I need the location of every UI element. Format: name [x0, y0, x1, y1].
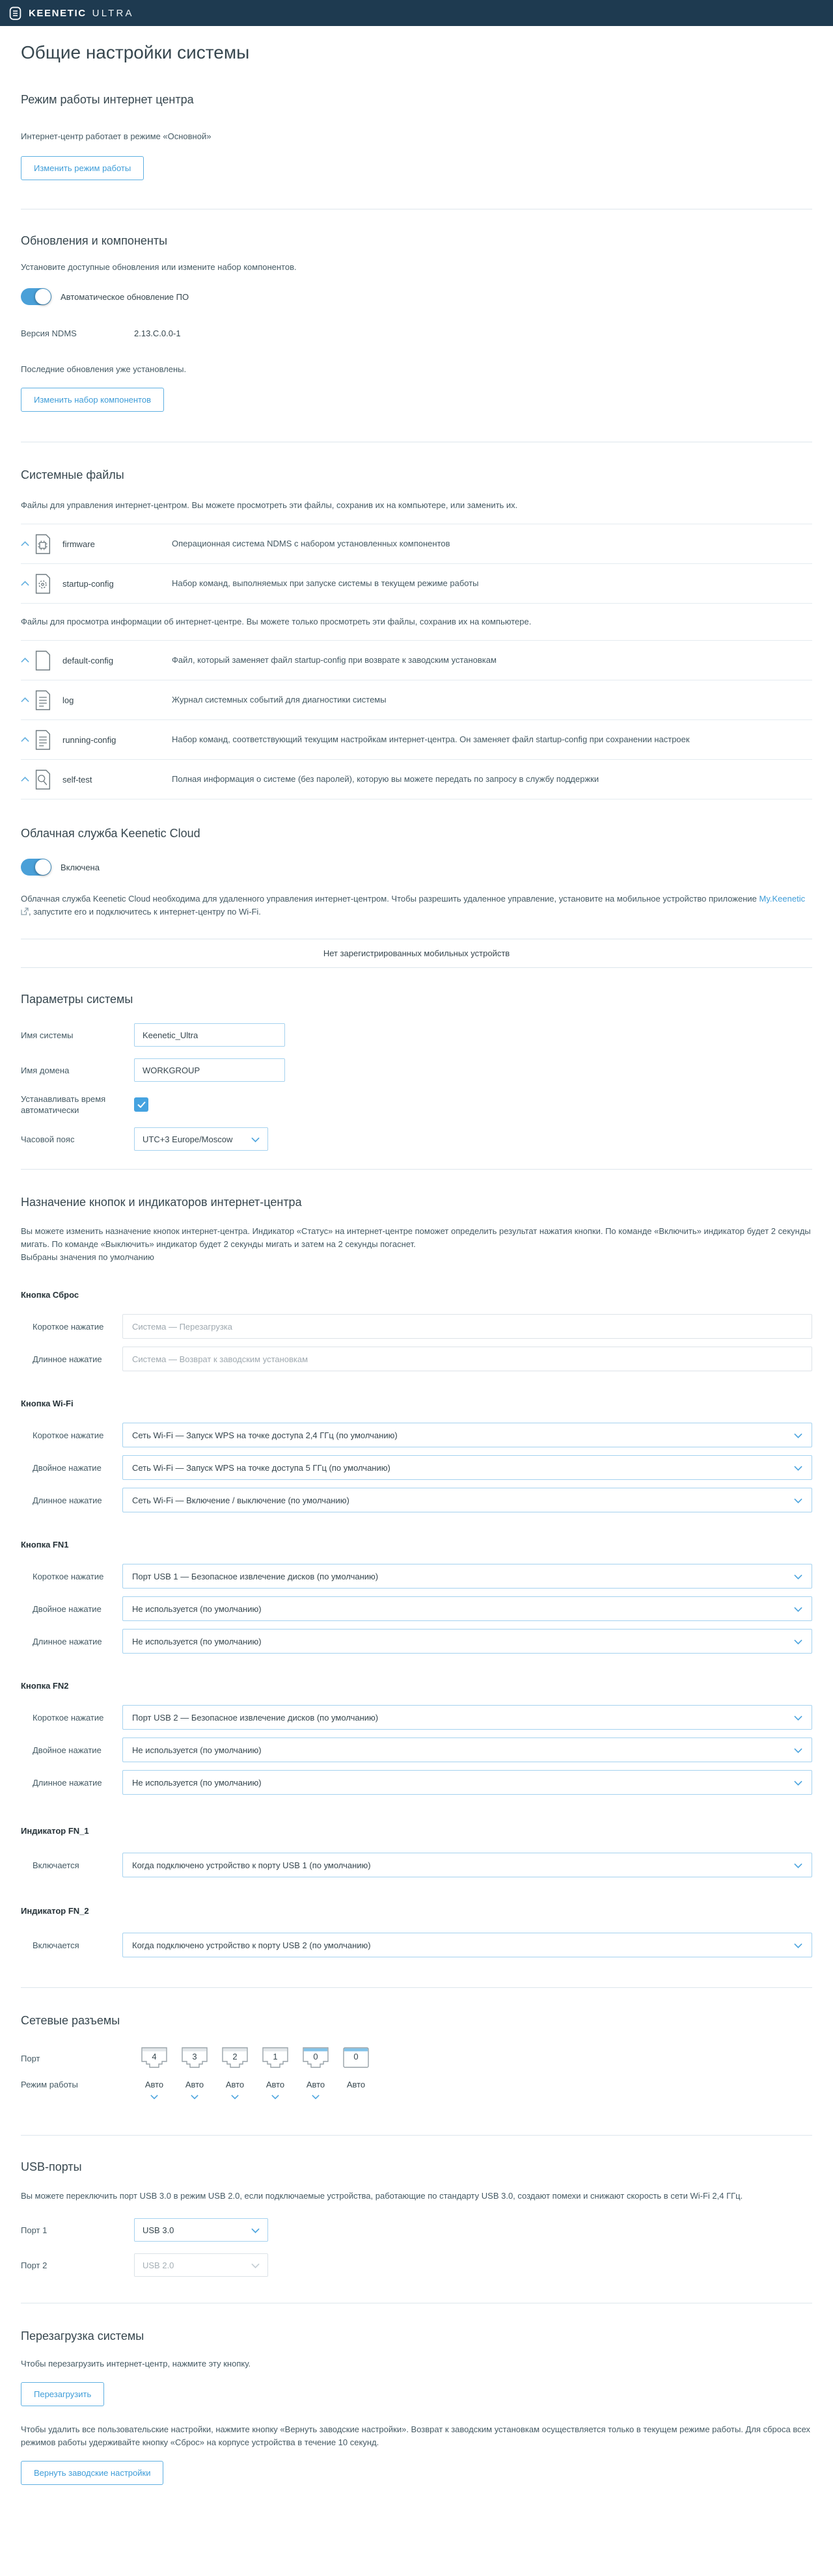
ndms-version-row — [21, 329, 812, 338]
files-intro2-text: Файлы для просмотра информации об интернет-центре. Вы можете только просмотреть эти файлы, сохранив их на компьютере. — [21, 617, 532, 626]
wifi-double-press-row — [21, 1455, 812, 1480]
field-value: Порт USB 2 — Безопасное извлечение дисков (по умолчанию) — [132, 1712, 379, 1723]
field-value: Когда подключено устройство к порту USB 1 (по умолчанию) — [132, 1860, 371, 1870]
system-name-label: Имя системы — [21, 1030, 74, 1040]
ethernet-port-icon — [180, 2046, 209, 2071]
cloud-desc-text: Облачная служба Keenetic Cloud необходима для удаленного управления интернет-центром. Чтобы разрешить удаленное управление, установите на мобильное устройство приложение — [21, 894, 759, 904]
reboot-intro-text: Чтобы перезагрузить интернет-центр, нажмите эту кнопку. — [21, 2359, 251, 2368]
ports-row — [21, 2046, 812, 2071]
press-label: Короткое нажатие — [33, 1571, 104, 1581]
editable-files-table — [21, 524, 812, 604]
section-divider — [21, 1169, 812, 1170]
section-heading-mode: Режим работы интернет центра — [21, 93, 194, 106]
auto-time-label: Устанавливать время автоматически — [21, 1094, 106, 1115]
chevron-down-icon — [794, 1430, 802, 1440]
reset-long-press-row — [21, 1347, 812, 1371]
port-4-mode-select[interactable] — [134, 2080, 174, 2101]
chevron-down-icon — [794, 1572, 802, 1581]
port-number: 0 — [313, 2052, 318, 2061]
section-heading-assign: Назначение кнопок и индикаторов интернет-центра — [21, 1196, 302, 1209]
section-heading-files: Системные файлы — [21, 468, 124, 481]
file-name: startup-config — [62, 578, 114, 589]
port-number: 0 — [353, 2052, 359, 2061]
section-divider — [21, 2135, 812, 2136]
group-heading-reset-button: Кнопка Сброс — [21, 1290, 79, 1300]
file-name: firmware — [62, 539, 95, 549]
field-value: Не используется (по умолчанию) — [132, 1777, 262, 1788]
reset-short-press-row — [21, 1314, 812, 1339]
file-description: Полная информация о системе (без паролей), которую вы можете передать по запросу в службу поддержки — [172, 774, 599, 784]
chevron-down-icon — [794, 1778, 802, 1788]
file-name: log — [62, 695, 74, 705]
row-divider — [21, 967, 812, 968]
my-keenetic-link[interactable]: My.Keenetic — [759, 894, 806, 904]
cloud-description — [21, 892, 812, 919]
chevron-down-icon — [794, 1713, 802, 1723]
reboot-button[interactable]: Перезагрузить — [21, 2382, 104, 2406]
usb-intro-text: Вы можете переключить порт USB 3.0 в режим USB 2.0, если подключаемые устройства, работающие по стандарту USB 3.0, создают помехи и снижают скорость в сети Wi-Fi 2,4 ГГц. — [21, 2191, 743, 2201]
fn1-short-press-select[interactable] — [122, 1564, 812, 1589]
chevron-down-icon — [251, 1134, 260, 1144]
collapse-chevron-icon[interactable] — [21, 581, 34, 586]
file-description: Набор команд, выполняемых при запуске системы в текущем режиме работы — [172, 578, 479, 588]
mode-value: Авто — [346, 2080, 366, 2089]
timezone-row — [21, 1127, 812, 1151]
factory-reset-text: Чтобы удалить все пользовательские настройки, нажмите кнопку «Вернуть заводские настройки». Возврат к заводским установкам осуществляется только в текущем режиме работы. Для сброса всех режимов работы удерживайте кнопку «Сброс» на корпусе устройства в течение 10 секунд. — [21, 2424, 811, 2447]
updates-status-text: Последние обновления уже установлены. — [21, 364, 187, 374]
auto-update-toggle-row — [21, 288, 812, 305]
chevron-down-icon — [251, 2261, 260, 2270]
collapse-chevron-icon[interactable] — [21, 697, 34, 703]
file-row-firmware[interactable] — [21, 524, 812, 564]
assign-intro-text: Вы можете изменить назначение кнопок интернет-центра. Индикатор «Статус» на интернет-центре поможет определить результат нажатия кнопки. По команде «Включить» индикатор будет 2 секунды мигать. По команде «Выключить» индикатор будет 2 секунды мигать и затем на 2 секунды погаснет. — [21, 1226, 811, 1249]
group-heading-wifi-button: Кнопка Wi-Fi — [21, 1399, 74, 1408]
external-link-icon — [21, 906, 29, 919]
reset-long-press-field — [122, 1347, 812, 1371]
updates-intro-text: Установите доступные обновления или измените набор компонентов. — [21, 262, 297, 272]
router-lines-icon — [8, 7, 22, 20]
fn1-long-press-select[interactable] — [122, 1629, 812, 1654]
port-0-wan-mode-select[interactable] — [295, 2080, 336, 2101]
collapse-chevron-icon[interactable] — [21, 541, 34, 546]
mode-status-text: Интернет-центр работает в режиме «Основной» — [21, 131, 212, 141]
collapse-chevron-icon[interactable] — [21, 737, 34, 742]
ndms-version-label: Версия NDMS — [21, 329, 77, 338]
press-label: Короткое нажатие — [33, 1712, 104, 1723]
port-2-mode-select[interactable] — [215, 2080, 255, 2101]
chevron-down-icon — [794, 1463, 802, 1473]
field-value: Не используется (по умолчанию) — [132, 1745, 262, 1755]
usb-port2-select — [134, 2253, 268, 2277]
brand-model: ULTRA — [92, 7, 134, 19]
usb-port2-label: Порт 2 — [21, 2260, 48, 2270]
group-heading-indicator-fn1: Индикатор FN_1 — [21, 1826, 89, 1836]
chevron-down-icon — [794, 1496, 802, 1505]
chevron-down-icon — [174, 2091, 215, 2101]
fn2-short-press-select[interactable] — [122, 1705, 812, 1730]
ndms-version-value: 2.13.C.0.0-1 — [134, 329, 181, 338]
turns-on-label: Включается — [33, 1860, 79, 1870]
timezone-label: Часовой пояс — [21, 1134, 75, 1144]
chevron-down-icon — [215, 2091, 255, 2101]
gear-file-icon — [34, 573, 62, 595]
ethernet-port-icon — [221, 2046, 249, 2071]
domain-name-input[interactable] — [134, 1058, 285, 1082]
chevron-down-icon — [134, 2091, 174, 2101]
domain-name-row — [21, 1058, 812, 1082]
system-name-value: Keenetic_Ultra — [143, 1030, 198, 1040]
usb-port1-value: USB 3.0 — [143, 2225, 174, 2235]
indicator-fn1-row — [21, 1853, 812, 1877]
fn1-short-press-row — [21, 1564, 812, 1589]
cloud-desc-text2: , запустите его и подключитесь к интернет-центру по Wi-Fi. — [29, 907, 261, 917]
fn2-double-press-select[interactable] — [122, 1737, 812, 1762]
turns-on-label: Включается — [33, 1940, 79, 1950]
chip-file-icon — [34, 533, 62, 555]
text-file-icon — [34, 729, 62, 751]
usb-port2-value: USB 2.0 — [143, 2260, 174, 2270]
usb-port2-row — [21, 2253, 812, 2277]
domain-name-label: Имя домена — [21, 1065, 70, 1075]
file-row-self-test[interactable] — [21, 760, 812, 799]
chevron-down-icon — [794, 1745, 802, 1755]
field-value: Порт USB 1 — Безопасное извлечение дисков (по умолчанию) — [132, 1571, 379, 1581]
ethernet-port-icon — [261, 2046, 290, 2071]
file-description: Журнал системных событий для диагностики системы — [172, 695, 387, 704]
domain-name-value: WORKGROUP — [143, 1065, 200, 1075]
chevron-down-icon — [794, 1637, 802, 1646]
mode-value: Авто — [225, 2080, 245, 2089]
reset-short-press-field — [122, 1314, 812, 1339]
indicator-fn1-select[interactable] — [122, 1853, 812, 1877]
section-heading-ports: Сетевые разъемы — [21, 2014, 120, 2027]
section-heading-updates: Обновления и компоненты — [21, 234, 168, 247]
mode-row-label: Режим работы — [21, 2080, 78, 2089]
port-3-mode-select[interactable] — [174, 2080, 215, 2101]
app-header — [0, 0, 833, 26]
file-description: Операционная система NDMS с набором установленных компонентов — [172, 539, 450, 548]
keenetic-logo[interactable] — [8, 7, 134, 20]
change-components-button[interactable]: Изменить набор компонентов — [21, 388, 164, 412]
port-0-wan — [295, 2046, 336, 2071]
timezone-select[interactable] — [134, 1127, 268, 1151]
group-heading-fn1-button: Кнопка FN1 — [21, 1540, 69, 1550]
chevron-down-icon — [794, 1940, 802, 1950]
auto-time-row — [21, 1093, 812, 1116]
wifi-short-press-row — [21, 1423, 812, 1447]
chevron-down-icon — [251, 2225, 260, 2235]
mode-value: Авто — [185, 2080, 204, 2089]
usb-port1-label: Порт 1 — [21, 2225, 48, 2235]
port-row-label: Порт — [21, 2054, 40, 2063]
fn2-long-press-row — [21, 1770, 812, 1795]
fn2-short-press-row — [21, 1705, 812, 1730]
port-number: 2 — [232, 2052, 238, 2061]
press-label: Двойное нажатие — [33, 1603, 102, 1614]
port-number: 1 — [273, 2052, 278, 2061]
press-label: Длинное нажатие — [33, 1777, 102, 1788]
chevron-down-icon — [255, 2091, 295, 2101]
ethernet-port-icon-active — [301, 2046, 330, 2071]
text-file-icon — [34, 690, 62, 711]
file-name: running-config — [62, 734, 116, 745]
page-title: Общие настройки системы — [21, 42, 250, 62]
port-0-sfp-mode — [336, 2080, 376, 2089]
port-1 — [255, 2046, 295, 2071]
mode-value: Авто — [266, 2080, 285, 2089]
mode-value: Авто — [306, 2080, 325, 2089]
port-number: 3 — [192, 2052, 197, 2061]
port-0-sfp — [336, 2046, 376, 2071]
cloud-toggle-label: Включена — [61, 862, 100, 872]
usb-port1-select[interactable] — [134, 2218, 268, 2242]
file-description: Файл, который заменяет файл startup-config при возврате к заводским установкам — [172, 655, 497, 665]
section-heading-usb: USB-порты — [21, 2160, 82, 2173]
file-row-log[interactable] — [21, 680, 812, 720]
collapse-chevron-icon[interactable] — [21, 777, 34, 782]
section-divider — [21, 1987, 812, 1988]
blank-file-icon — [34, 650, 62, 671]
port-modes-row — [21, 2080, 812, 2101]
press-label: Длинное нажатие — [33, 1636, 102, 1646]
file-name: self-test — [62, 774, 92, 785]
file-name: default-config — [62, 655, 114, 665]
wifi-short-press-select[interactable] — [122, 1423, 812, 1447]
port-2 — [215, 2046, 255, 2071]
files-intro1-text: Файлы для управления интернет-центром. Вы можете просмотреть эти файлы, сохранив их на компьютере, или заменить их. — [21, 500, 518, 510]
chevron-down-icon — [794, 1604, 802, 1614]
wifi-double-press-select[interactable] — [122, 1455, 812, 1480]
readonly-files-table — [21, 640, 812, 799]
cloud-toggle[interactable] — [21, 859, 51, 876]
assign-defaults-text: Выбраны значения по умолчанию — [21, 1252, 154, 1262]
auto-update-toggle-label: Автоматическое обновление ПО — [61, 291, 189, 302]
no-mobile-devices-message: Нет зарегистрированных мобильных устройств — [323, 948, 510, 958]
press-label: Двойное нажатие — [33, 1745, 102, 1755]
port-4 — [134, 2046, 174, 2071]
mode-value: Авто — [144, 2080, 164, 2089]
press-label: Короткое нажатие — [33, 1430, 104, 1440]
file-row-default-config[interactable] — [21, 641, 812, 680]
port-1-mode-select[interactable] — [255, 2080, 295, 2101]
press-label: Длинное нажатие — [33, 1354, 102, 1364]
indicator-fn2-row — [21, 1933, 812, 1957]
section-heading-system-params: Параметры системы — [21, 993, 133, 1006]
wifi-long-press-row — [21, 1488, 812, 1512]
file-description: Набор команд, соответствующий текущим настройкам интернет-центра. Он заменяет файл startup-config при сохранении настроек — [172, 734, 690, 744]
port-number: 4 — [152, 2052, 157, 2061]
chevron-down-icon — [794, 1860, 802, 1870]
section-heading-reboot: Перезагрузка системы — [21, 2329, 144, 2342]
section-heading-cloud: Облачная служба Keenetic Cloud — [21, 827, 200, 840]
group-heading-indicator-fn2: Индикатор FN_2 — [21, 1906, 89, 1916]
fn1-double-press-select[interactable] — [122, 1596, 812, 1621]
bottom-spacer — [21, 2485, 812, 2576]
toggle-knob — [35, 289, 51, 304]
fn1-long-press-row — [21, 1629, 812, 1654]
auto-time-checkbox[interactable] — [134, 1097, 148, 1112]
fn2-double-press-row — [21, 1737, 812, 1762]
field-value: Система — Возврат к заводским установкам — [132, 1354, 308, 1364]
press-label: Длинное нажатие — [33, 1495, 102, 1505]
toggle-knob — [35, 859, 51, 875]
file-row-running-config[interactable] — [21, 720, 812, 760]
sfp-port-icon-active — [342, 2046, 370, 2071]
field-value: Сеть Wi-Fi — Запуск WPS на точке доступа 2,4 ГГц (по умолчанию) — [132, 1430, 398, 1440]
field-value: Не используется (по умолчанию) — [132, 1636, 262, 1646]
collapse-chevron-icon[interactable] — [21, 658, 34, 663]
field-value: Система — Перезагрузка — [132, 1321, 233, 1332]
field-value: Когда подключено устройство к порту USB 2 (по умолчанию) — [132, 1940, 371, 1950]
chevron-down-icon — [295, 2091, 336, 2101]
file-row-startup-config[interactable] — [21, 564, 812, 604]
system-name-input[interactable] — [134, 1023, 285, 1047]
field-value: Сеть Wi-Fi — Включение / выключение (по умолчанию) — [132, 1495, 349, 1505]
factory-reset-button[interactable]: Вернуть заводские настройки — [21, 2461, 163, 2485]
usb-port1-row — [21, 2218, 812, 2242]
fn1-double-press-row — [21, 1596, 812, 1621]
system-name-row — [21, 1023, 812, 1047]
field-value: Сеть Wi-Fi — Запуск WPS на точке доступа 5 ГГц (по умолчанию) — [132, 1462, 390, 1473]
timezone-value: UTC+3 Europe/Moscow — [143, 1134, 233, 1144]
press-label: Короткое нажатие — [33, 1321, 104, 1332]
group-heading-fn2-button: Кнопка FN2 — [21, 1681, 69, 1691]
ethernet-port-icon — [140, 2046, 169, 2071]
auto-update-toggle[interactable] — [21, 288, 51, 305]
field-value: Не используется (по умолчанию) — [132, 1603, 262, 1614]
press-label: Двойное нажатие — [33, 1462, 102, 1473]
brand-name: KEENETIC — [29, 7, 87, 19]
cloud-toggle-row — [21, 859, 812, 876]
wifi-long-press-select[interactable] — [122, 1488, 812, 1512]
search-file-icon — [34, 769, 62, 790]
change-mode-button[interactable]: Изменить режим работы — [21, 156, 144, 180]
fn2-long-press-select[interactable] — [122, 1770, 812, 1795]
port-3 — [174, 2046, 215, 2071]
indicator-fn2-select[interactable] — [122, 1933, 812, 1957]
